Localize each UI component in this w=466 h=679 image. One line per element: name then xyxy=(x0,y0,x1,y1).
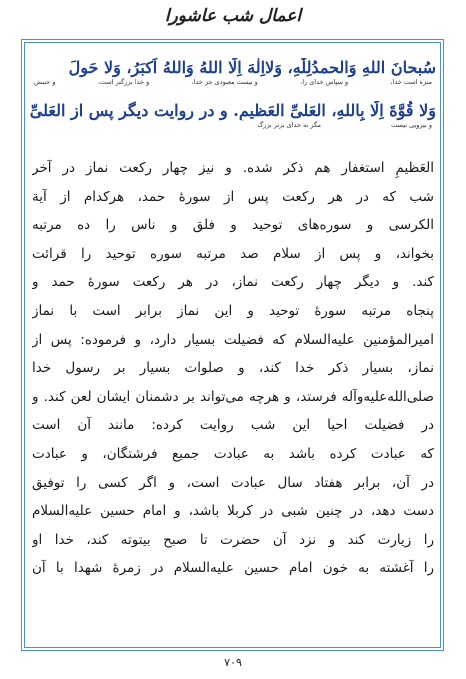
translation-fragment: منزه است خدا، xyxy=(390,78,432,86)
translation-fragment: و نیست معبودی جز خدا، xyxy=(191,78,258,86)
arabic-line-1: سُبحانَ اللهِ وَالحمدُلِلّٰهِ، وَلااِلٰهَ اِلَّا اللهُ وَاللهُ اَکبَرُ، وَلا حَولَ xyxy=(68,58,436,77)
translation-line-1 xyxy=(30,78,436,87)
body-line: بخواند، و پس از سلام صد مرتبه سوره توحید را قرائت xyxy=(32,245,434,262)
arabic-supplication xyxy=(30,58,436,130)
body-line: را زیارت کند و نزد آن حضرت تا صبح بیتوته کند، خدا او xyxy=(32,531,434,548)
body-line: در آن، برابر هفتاد سال عبادت است، و اگر کسی را توفیق xyxy=(32,474,434,491)
body-line: نماز، بسیار ذکر خدا کند، و صلوات بسیار بر رسول خدا xyxy=(32,360,434,377)
body-line: را آغشته به خون امام حسین علیه‌السلام در زمرۀ شهدا با آن xyxy=(32,560,434,577)
translation-fragment: و نیرویی نیست xyxy=(391,121,432,129)
body-line: صلی‌الله‌علیه‌وآله فرستد، و هرچه می‌تواند بر دشمنان ایشان لعن کند. و xyxy=(32,388,434,405)
translation-fragment: و خدا بزرگتر است، xyxy=(97,78,150,86)
body-line: که عبادت کرده باشد به عبادت جمیع فرشتگان، و عبادت xyxy=(32,445,434,462)
body-line: امیرالمؤمنین علیه‌السلام که فضیلت بسیار دارد، و فرموده: پس از xyxy=(32,331,434,348)
body-line: شب که در هر رکعت پس از سورۀ حمد، هرکدام از آیة xyxy=(32,188,434,205)
body-paragraph xyxy=(32,154,434,583)
arabic-line-2: وَلا قُوَّةَ اِلّا بِاللهِ، العَلیِّ العَظیمِ. و در روایت دیگر پس از العَلیِّ xyxy=(30,101,436,120)
translation-fragment: و جنبش xyxy=(34,78,56,86)
body-line: در فضیلت احیا این شب روایت کرده: مانند آن است xyxy=(32,417,434,434)
body-line: دست دهد، در چنین شبی در کربلا باشد، و امام حسین علیه‌السلام xyxy=(32,503,434,520)
translation-fragment: و سپاس خدای را، xyxy=(300,78,349,86)
body-line: الکرسی و سوره‌های توحید و فلق و ناس را ده مرتبه xyxy=(32,217,434,234)
translation-fragment: مگر به خدای برتر بزرگ xyxy=(257,121,322,129)
translation-line-2 xyxy=(30,121,436,130)
page-title: اعمال شب عاشورا xyxy=(164,6,302,26)
body-line: کند. و دیگر چهار رکعت نماز، در هر رکعت سورۀ حمد و xyxy=(32,274,434,291)
page-number: ۷۰۹ xyxy=(224,656,242,669)
body-line: العَظیمِ استغفار هم ذکر شده. و نیز چهار رکعت نماز در آخر xyxy=(32,160,434,176)
body-line: پنجاه مرتبه سورۀ توحید و این نماز برابر است با نماز xyxy=(32,302,434,319)
